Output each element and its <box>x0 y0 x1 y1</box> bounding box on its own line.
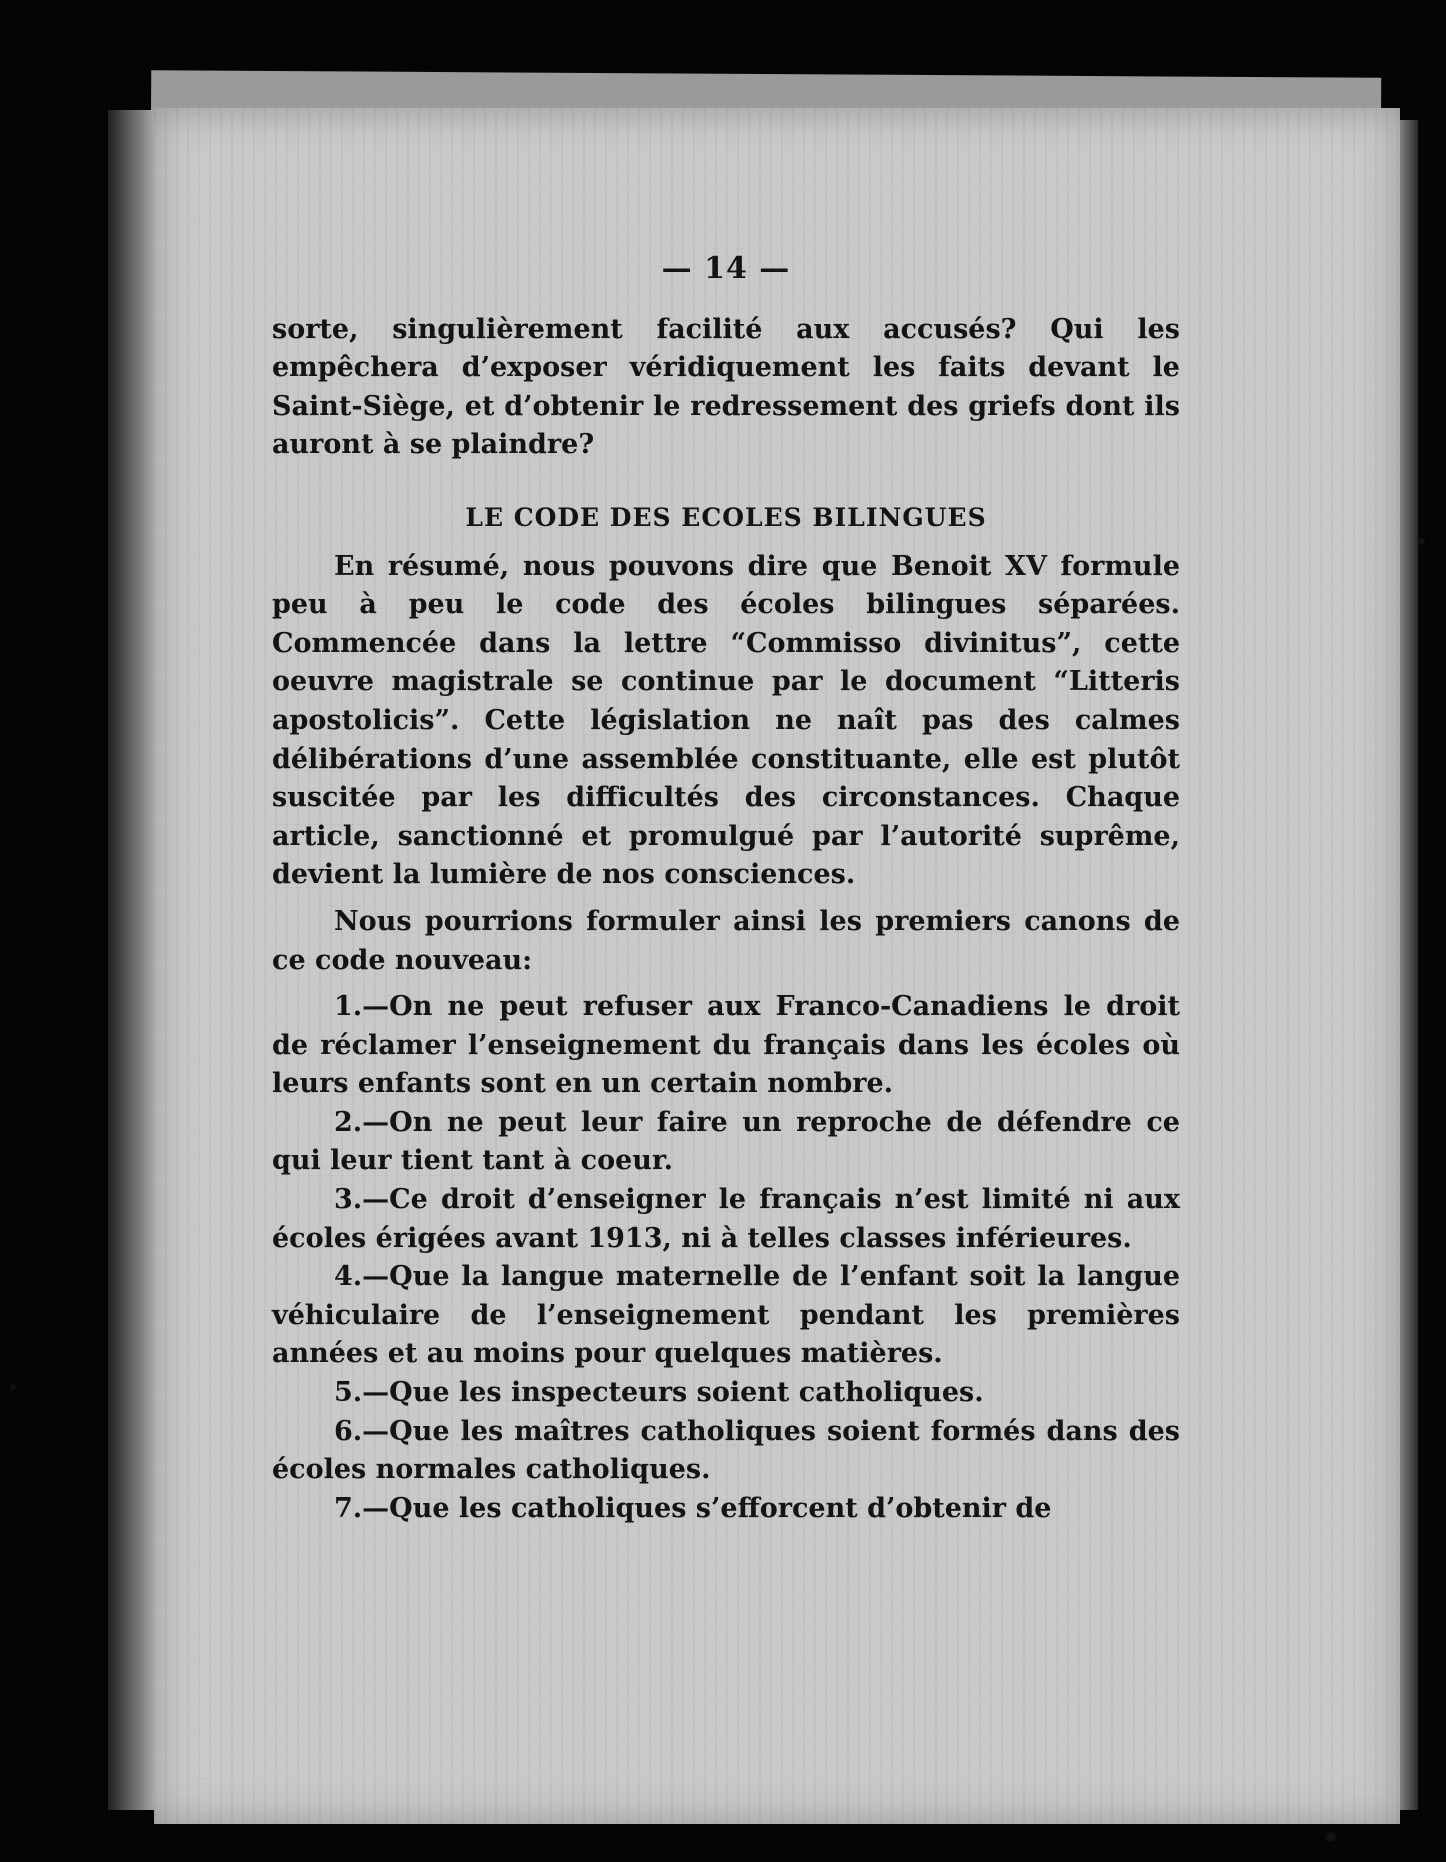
paragraph-canons-intro: Nous pourrions formuler ainsi les premiers canons de ce code nouveau: <box>272 905 1180 976</box>
scan-speck <box>1418 538 1425 545</box>
opening-paragraph: sorte, singulièrement facilité aux accusés? Qui les empêchera d’exposer véridiquement les faits devant le Saint-Siège, et d’obtenir le redressement des griefs dont ils auront à se plaindre? <box>272 313 1180 461</box>
canon-item: 7.—Que les catholiques s’efforcent d’obtenir de <box>334 1492 1052 1524</box>
canon-item: 5.—Que les inspecteurs soient catholiques. <box>334 1377 984 1409</box>
page-number: — 14 — <box>661 251 791 286</box>
canon-item: 1.—On ne peut refuser aux Franco-Canadiens le droit de réclamer l’enseignement du français dans les écoles où leurs enfants sont en un certain nombre. <box>272 991 1180 1100</box>
paragraph-summary: En résumé, nous pouvons dire que Benoit XV formule peu à peu le code des écoles bilingues séparées. Commencée dans la lettre “Commisso divinitus”, cette oeuvre magistrale se continue par le document “Litteris apostolicis”. Cette législation ne naît pas des calmes délibérations d’une assemblée constituante, elle est plutôt suscitée par les difficultés des circonstances. Chaque article, sanctionné et promulgué par l’autorité suprême, devient la lumière de nos consciences. <box>272 550 1180 891</box>
page-shadow-left <box>108 110 154 1810</box>
scan-speck <box>1326 1832 1336 1842</box>
section-heading: LE CODE DES ECOLES BILINGUES <box>465 502 987 532</box>
scan-speck <box>10 1384 16 1390</box>
canon-item: 6.—Que les maîtres catholiques soient formés dans des écoles normales catholiques. <box>272 1415 1180 1486</box>
canons-list <box>272 988 1180 1528</box>
canon-item: 4.—Que la langue maternelle de l’enfant soit la langue véhiculaire de l’enseignement pendant les premières années et au moins pour quelques matières. <box>272 1261 1180 1370</box>
canon-item: 3.—Ce droit d’enseigner le français n’est limité ni aux écoles érigées avant 1913, ni à telles classes inférieures. <box>272 1184 1180 1254</box>
page-text-column <box>272 250 1180 1528</box>
page-shadow-right <box>1398 120 1418 1810</box>
canon-item: 2.—On ne peut leur faire un reproche de défendre ce qui leur tient tant à coeur. <box>272 1106 1180 1177</box>
